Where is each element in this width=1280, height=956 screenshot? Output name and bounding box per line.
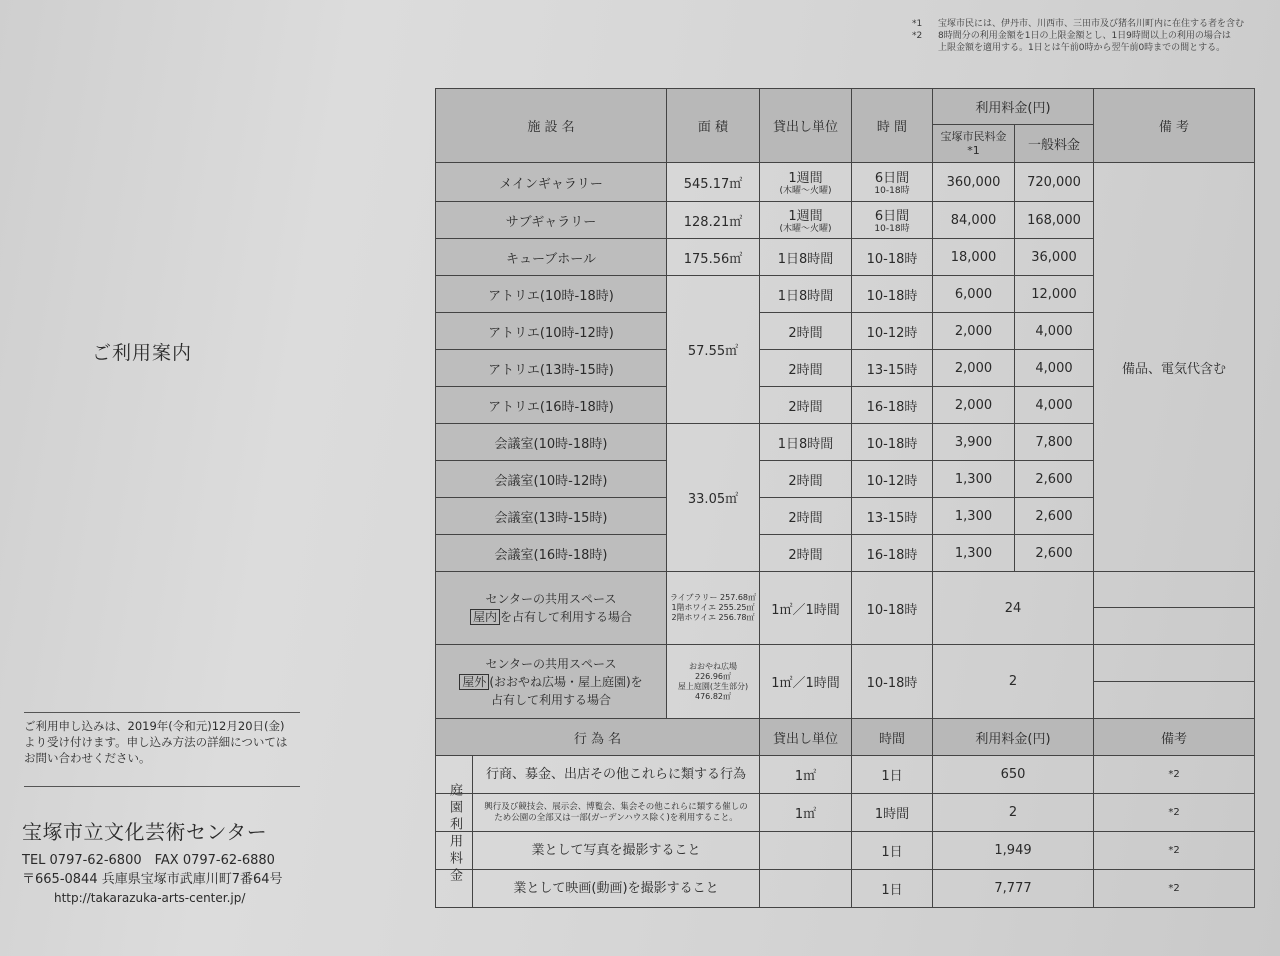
- empty-cell: [1094, 645, 1255, 682]
- table-row: [436, 870, 1255, 908]
- area-line: おおやね広場: [689, 661, 737, 671]
- footnote-mark: *2: [912, 31, 923, 41]
- time-sub: 10-18時: [874, 224, 910, 234]
- act-fee: 2: [933, 794, 1094, 832]
- facility-name: 会議室(10時-18時): [436, 424, 667, 461]
- shared-line: センターの共用スペース: [485, 656, 617, 671]
- table-row: [436, 572, 1255, 608]
- garden-fee-label: 庭園利用料金: [447, 783, 462, 885]
- resident-fee: 2,000: [933, 387, 1015, 424]
- empty-cell: [1094, 572, 1255, 608]
- unit-main: 1週間: [788, 171, 823, 186]
- shared-text: を占有して利用する場合: [500, 610, 633, 624]
- act-name-line: ため公園の全部又は一部(ガーデンハウス除く)を利用すること。: [494, 812, 738, 823]
- resident-fee: 1,300: [933, 535, 1015, 572]
- unit-sub: (木曜～火曜): [779, 224, 832, 234]
- shared-indoor-time: 10-18時: [852, 572, 933, 645]
- facility-time: [852, 163, 933, 202]
- header-general-fee: 一般料金: [1015, 125, 1094, 163]
- facility-name: サブギャラリー: [436, 202, 667, 239]
- facility-name: アトリエ(10時-18時): [436, 276, 667, 313]
- header-act-fee: 利用料金(円): [933, 719, 1094, 756]
- act-remark: *2: [1094, 794, 1255, 832]
- shared-outdoor-unit: 1㎡／1時間: [760, 645, 852, 719]
- footnote-text: 宝塚市民には、伊丹市、川西市、三田市及び猪名川町内に在住する者を含む: [938, 19, 1245, 29]
- area-line: 2階ホワイエ 256.78㎡: [671, 613, 755, 622]
- time-main: 6日間: [874, 209, 910, 224]
- header-facility: 施 設 名: [436, 89, 667, 163]
- facility-unit: 1日8時間: [760, 239, 852, 276]
- footnote-text: 上限金額を適用する。1日とは午前0時から翌午前0時までの間とする。: [938, 43, 1226, 53]
- facility-area: 33.05㎡: [667, 424, 760, 572]
- empty-cell: [1094, 682, 1255, 719]
- website-url[interactable]: http://takarazuka-arts-center.jp/: [54, 891, 246, 905]
- area-line: 屋上庭園(芝生部分): [677, 681, 749, 691]
- facility-time: 16-18時: [852, 535, 933, 572]
- act-fee: 7,777: [933, 870, 1094, 908]
- resident-fee: 2,000: [933, 313, 1015, 350]
- facility-time: 10-18時: [852, 276, 933, 313]
- general-fee: 2,600: [1015, 498, 1094, 535]
- facility-name: メインギャラリー: [436, 163, 667, 202]
- general-fee: 2,600: [1015, 535, 1094, 572]
- time-sub: 10-18時: [874, 186, 910, 196]
- header-fee: 利用料金(円): [933, 89, 1094, 125]
- header-act-time: 時間: [852, 719, 933, 756]
- general-fee: 168,000: [1015, 202, 1094, 239]
- page-title: ご利用案内: [92, 342, 193, 364]
- shared-outdoor-name: [436, 645, 667, 719]
- resident-fee: 360,000: [933, 163, 1015, 202]
- act-unit: 1㎡: [760, 756, 852, 794]
- act-name: 業として映画(動画)を撮影すること: [472, 870, 759, 907]
- shared-indoor-area: [667, 572, 760, 645]
- fee-table: [435, 88, 1255, 908]
- act-remark: *2: [1094, 832, 1255, 870]
- act-time: 1時間: [852, 794, 933, 832]
- address: 〒665-0844 兵庫県宝塚市武庫川町7番64号: [22, 872, 283, 887]
- act-time: 1日: [852, 870, 933, 908]
- shared-line: センターの共用スペース: [485, 592, 617, 606]
- facility-unit: 2時間: [760, 498, 852, 535]
- act-fee: 650: [933, 756, 1094, 794]
- shared-line: [438, 673, 664, 691]
- facility-unit: 2時間: [760, 387, 852, 424]
- shared-indoor-name: [436, 572, 667, 645]
- footnote-text: 8時間分の利用金額を1日の上限金額とし、1日9時間以上の利用の場合は: [938, 31, 1231, 41]
- act-name: 業として写真を撮影すること: [472, 832, 759, 869]
- act-unit: [760, 870, 852, 908]
- facility-name: キューブホール: [436, 239, 667, 276]
- header-act-remarks: 備考: [1094, 719, 1255, 756]
- header-unit: 貸出し単位: [760, 89, 852, 163]
- resident-fee-label: 宝塚市民料金: [940, 129, 1007, 143]
- table-row: [436, 719, 1255, 756]
- facility-unit: 2時間: [760, 461, 852, 498]
- facility-area: 545.17㎡: [667, 163, 760, 202]
- act-remark: *2: [1094, 756, 1255, 794]
- resident-fee: 1,300: [933, 498, 1015, 535]
- footnotes: [912, 18, 1244, 54]
- organization-name: 宝塚市立文化芸術センター: [22, 820, 268, 844]
- organization-info: [22, 816, 283, 908]
- table-row: [436, 163, 1255, 202]
- application-notice: [24, 718, 300, 766]
- facility-unit: 2時間: [760, 313, 852, 350]
- facility-time: [852, 202, 933, 239]
- resident-fee: 18,000: [933, 239, 1015, 276]
- act-name-cell: [436, 832, 760, 870]
- facility-name: アトリエ(13時-15時): [436, 350, 667, 387]
- indoor-tag: 屋内: [470, 609, 500, 625]
- resident-fee: 6,000: [933, 276, 1015, 313]
- area-line: 226.96㎡: [695, 671, 731, 681]
- resident-fee: 1,300: [933, 461, 1015, 498]
- facility-unit: 2時間: [760, 535, 852, 572]
- facility-time: 10-12時: [852, 461, 933, 498]
- header-act: 行 為 名: [436, 719, 760, 756]
- shared-indoor-fee: 24: [933, 572, 1094, 645]
- resident-fee: 84,000: [933, 202, 1015, 239]
- footnote-ref: *1: [967, 143, 980, 157]
- shared-indoor-unit: 1㎡／1時間: [760, 572, 852, 645]
- header-resident-fee: [933, 125, 1015, 163]
- header-time: 時 間: [852, 89, 933, 163]
- footnote-mark: *1: [912, 19, 923, 29]
- act-name-line: 興行及び競技会、展示会、博覧会、集会その他これらに類する催しの: [484, 801, 748, 812]
- general-fee: 7,800: [1015, 424, 1094, 461]
- facility-unit: [760, 202, 852, 239]
- facility-time: 13-15時: [852, 498, 933, 535]
- act-name-cell: [436, 756, 760, 794]
- act-name-cell: [436, 794, 760, 832]
- table-row: [436, 794, 1255, 832]
- header-remarks: 備 考: [1094, 89, 1255, 163]
- notice-line: お問い合わせください。: [24, 751, 151, 765]
- general-fee: 36,000: [1015, 239, 1094, 276]
- shared-outdoor-time: 10-18時: [852, 645, 933, 719]
- empty-cell: [1094, 608, 1255, 645]
- table-row: [436, 832, 1255, 870]
- general-fee: 4,000: [1015, 387, 1094, 424]
- table-row: [436, 756, 1255, 794]
- unit-main: 1週間: [788, 209, 823, 224]
- facility-time: 10-18時: [852, 424, 933, 461]
- general-fee: 4,000: [1015, 350, 1094, 387]
- act-remark: *2: [1094, 870, 1255, 908]
- header-act-unit: 貸出し単位: [760, 719, 852, 756]
- remarks-cell: 備品、電気代含む: [1094, 163, 1255, 572]
- act-name: [472, 794, 759, 831]
- act-name-cell: [436, 870, 760, 908]
- facility-name: 会議室(16時-18時): [436, 535, 667, 572]
- general-fee: 2,600: [1015, 461, 1094, 498]
- header-area: 面 積: [667, 89, 760, 163]
- shared-line: 占有して利用する場合: [490, 692, 611, 707]
- divider: [24, 712, 300, 713]
- facility-time: 10-18時: [852, 239, 933, 276]
- act-unit: [760, 832, 852, 870]
- facility-unit: 1日8時間: [760, 276, 852, 313]
- facility-unit: [760, 163, 852, 202]
- act-unit: 1㎡: [760, 794, 852, 832]
- facility-name: アトリエ(16時-18時): [436, 387, 667, 424]
- divider: [24, 786, 300, 787]
- facility-area: 175.56㎡: [667, 239, 760, 276]
- facility-name: 会議室(10時-12時): [436, 461, 667, 498]
- area-line: 1階ホワイエ 255.25㎡: [671, 603, 755, 612]
- act-fee: 1,949: [933, 832, 1094, 870]
- facility-time: 16-18時: [852, 387, 933, 424]
- resident-fee: 3,900: [933, 424, 1015, 461]
- shared-line: [438, 608, 664, 626]
- facility-time: 10-12時: [852, 313, 933, 350]
- act-time: 1日: [852, 756, 933, 794]
- facility-unit: 1日8時間: [760, 424, 852, 461]
- unit-sub: (木曜～火曜): [779, 186, 832, 196]
- facility-area: 57.55㎡: [667, 276, 760, 424]
- shared-outdoor-fee: 2: [933, 645, 1094, 719]
- resident-fee: 2,000: [933, 350, 1015, 387]
- facility-name: アトリエ(10時-12時): [436, 313, 667, 350]
- facility-unit: 2時間: [760, 350, 852, 387]
- outdoor-tag: 屋外: [459, 674, 489, 690]
- general-fee: 720,000: [1015, 163, 1094, 202]
- general-fee: 4,000: [1015, 313, 1094, 350]
- time-main: 6日間: [874, 171, 910, 186]
- shared-outdoor-area: [667, 645, 760, 719]
- act-time: 1日: [852, 832, 933, 870]
- table-row: [436, 645, 1255, 682]
- area-line: ライブラリー 257.68㎡: [669, 593, 757, 602]
- general-fee: 12,000: [1015, 276, 1094, 313]
- area-line: 476.82㎡: [695, 691, 731, 701]
- facility-name: 会議室(13時-15時): [436, 498, 667, 535]
- facility-area: 128.21㎡: [667, 202, 760, 239]
- act-name: 行商、募金、出店その他これらに類する行為: [472, 756, 759, 793]
- contact-phone-fax: TEL 0797-62-6800 FAX 0797-62-6880: [22, 853, 275, 868]
- notice-line: ご利用申し込みは、2019年(令和元)12月20日(金): [24, 719, 285, 733]
- notice-line: より受け付けます。申し込み方法の詳細については: [24, 735, 288, 749]
- shared-text: (おおやね広場・屋上庭園)を: [489, 674, 643, 689]
- facility-time: 13-15時: [852, 350, 933, 387]
